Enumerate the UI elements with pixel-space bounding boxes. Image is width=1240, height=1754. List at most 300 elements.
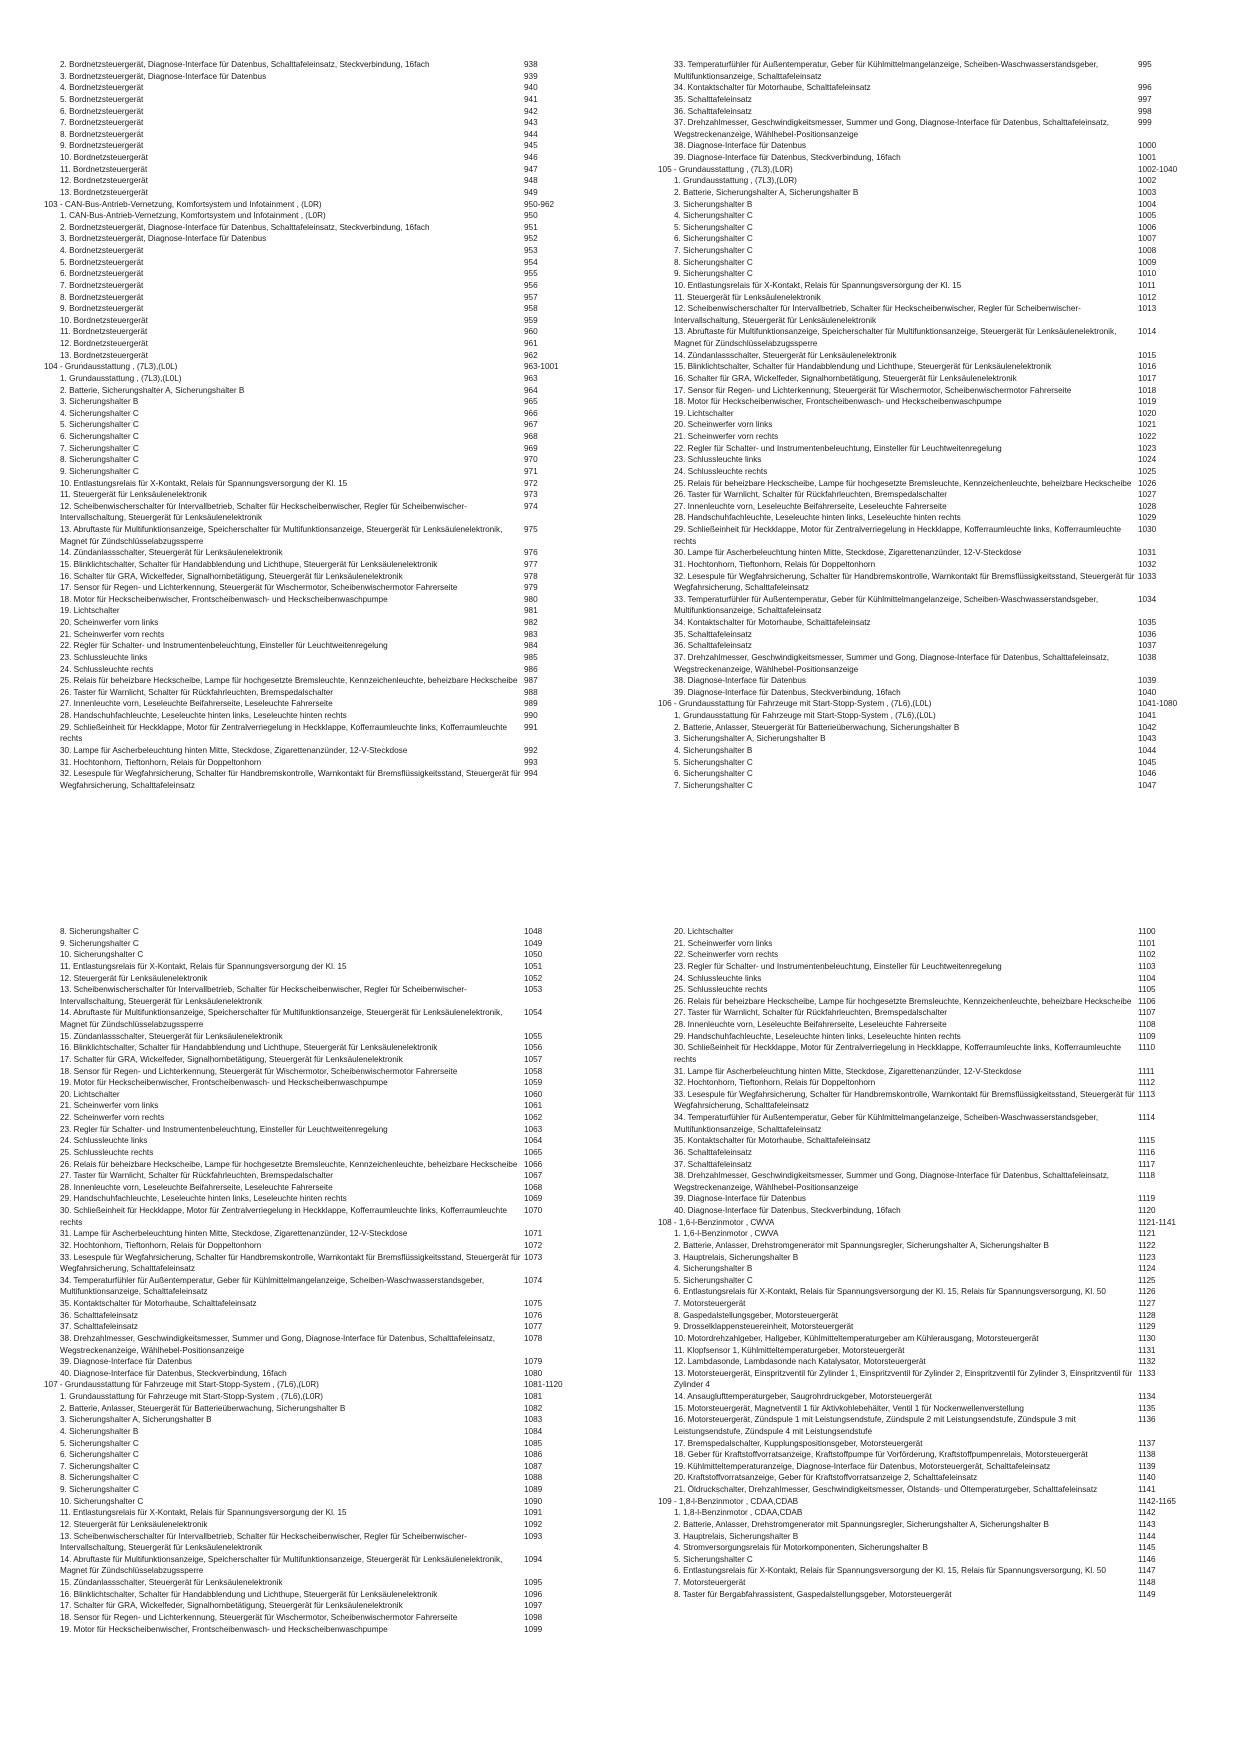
- entry-page: 967: [524, 420, 538, 430]
- entry-title: 1. Grundausstattung für Fahrzeuge mit Start-Stopp-System , (7L6),(L0L): [674, 711, 936, 720]
- entry-title: 12. Steuergerät für Lenksäulenelektronik: [60, 1519, 208, 1529]
- entry-title: 13. Scheibenwischerschalter für Intervallbetrieb, Schalter für Heckscheibenwischer, Regler für Scheibenwischer-Intervallschaltung, Steuergerät für Lenksäulenelektronik: [60, 1531, 467, 1553]
- entry-page: 994: [524, 769, 538, 779]
- entry-title: 6. Sicherungshalter C: [60, 1450, 139, 1460]
- entry-page: 1144: [1138, 1531, 1156, 1541]
- index-entry: [658, 292, 1188, 304]
- index-entry: [44, 571, 574, 583]
- entry-title: 1. Grundausstattung für Fahrzeuge mit Start-Stopp-System , (7L6),(L0R): [60, 1392, 324, 1401]
- entry-page: 1112: [1138, 1078, 1155, 1088]
- entry-page: 960: [524, 327, 538, 337]
- entry-title: 1. Grundausstattung , (7L3),(L0L): [60, 373, 182, 383]
- entry-page: 955: [524, 269, 538, 279]
- entry-title: 18. Sensor für Regen- und Lichterkennung, Steuergerät für Wischermotor, Scheibenwischermotor Fahrerseite: [60, 1612, 458, 1622]
- entry-title: 20. Kraftstoffvorratsanzeige, Geber für Kraftstoffvorratsanzeige 2, Schalttafeleinsatz: [674, 1473, 978, 1483]
- index-entry: [658, 1228, 1188, 1240]
- entry-title: 25. Relais für beheizbare Heckscheibe, Lampe für hochgesetzte Bremsleuchte, Kennzeichenleuchte, beheizbare Heckscheibe: [674, 478, 1132, 488]
- entry-page: 1118: [1138, 1171, 1155, 1181]
- entry-page: 1139: [1138, 1461, 1156, 1471]
- entry-page: 1022: [1138, 432, 1157, 441]
- entry-title: 8. Bordnetzsteuergerät: [60, 129, 144, 139]
- entry-page: 1009: [1138, 257, 1157, 267]
- entry-title: 8. Sicherungshalter C: [60, 1473, 139, 1483]
- entry-title: 4. Bordnetzsteuergerät: [60, 83, 144, 93]
- index-entry: [44, 1426, 574, 1438]
- entry-title: 1. Grundausstattung , (7L3),(L0R): [674, 176, 797, 186]
- entry-title: 37. Drehzahlmesser, Geschwindigkeitsmesser, Summer und Gong, Diagnose-Interface für Datenbus, Schalttafeleinsatz, Wegstreckenanzeige, Wählhebel-Positionsanzeige: [674, 118, 1110, 139]
- index-entry: [44, 926, 574, 938]
- entry-title: 14. Abruftaste für Multifunktionsanzeige, Speicherschalter für Multifunktionsanzeige, Steuergerät für Lenksäulenelektronik, Magnet für Zündschlüsselabzugssperre: [60, 1554, 503, 1576]
- entry-title: 9. Sicherungshalter C: [674, 269, 753, 279]
- entry-title: 27. Taster für Warnlicht, Schalter für Rückfahrleuchten, Bremspedalschalter: [674, 1008, 948, 1018]
- index-entry: [44, 315, 574, 327]
- entry-title: 1. 1,8-l-Benzinmotor , CDAA,CDAB: [674, 1508, 803, 1518]
- index-entry: [658, 1333, 1188, 1345]
- index-entry: [658, 443, 1188, 455]
- entry-title: 4. Sicherungshalter B: [674, 745, 753, 755]
- entry-page: 958: [524, 304, 538, 314]
- entry-page: 961: [524, 339, 538, 348]
- index-entry: [658, 1368, 1188, 1391]
- index-entry: [658, 780, 1188, 792]
- entry-title: 22. Regler für Schalter- und Instrumentenbeleuchtung, Einsteller für Leuchtweitenregelung: [60, 641, 388, 651]
- index-entry: [658, 303, 1188, 326]
- entry-page: 1040: [1138, 687, 1157, 697]
- entry-title: 11. Bordnetzsteuergerät: [60, 327, 148, 337]
- entry-title: 7. Bordnetzsteuergerät: [60, 118, 144, 128]
- index-entry: [658, 82, 1188, 94]
- entry-page: 1128: [1138, 1310, 1156, 1320]
- index-entry: [44, 1507, 574, 1519]
- index-entry: [658, 175, 1188, 187]
- entry-page: 1126: [1138, 1287, 1156, 1297]
- entry-page: 980: [524, 594, 538, 604]
- entry-page: 1058: [524, 1066, 543, 1076]
- entry-title: 26. Relais für beheizbare Heckscheibe, Lampe für hochgesetzte Bremsleuchte, Kennzeichenleuchte, beheizbare Heckscheibe: [60, 1159, 518, 1169]
- entry-title: 36. Schalttafeleinsatz: [674, 641, 752, 651]
- entry-page: 1017: [1138, 373, 1157, 383]
- index-entry: [658, 733, 1188, 745]
- entry-page: 1088: [524, 1473, 543, 1483]
- index-entry: [44, 1496, 574, 1508]
- entry-page: 962: [524, 350, 538, 360]
- index-entry: [44, 257, 574, 269]
- entry-page: 1081-1120: [524, 1380, 563, 1390]
- index-entry: [44, 1240, 574, 1252]
- entry-page: 1121: [1138, 1229, 1156, 1239]
- entry-title: 16. Blinklichtschalter, Schalter für Handabblendung und Lichthupe, Steuergerät für Lenksäulenelektronik: [60, 1043, 438, 1053]
- index-entry: [658, 1310, 1188, 1322]
- entry-page: 954: [524, 257, 538, 267]
- entry-title: 23. Regler für Schalter- und Instrumentenbeleuchtung, Einsteller für Leuchtweitenregelung: [674, 961, 1002, 971]
- index-entry: [44, 1135, 574, 1147]
- index-entry: [658, 687, 1188, 699]
- entry-title: 18. Sensor für Regen- und Lichterkennung, Steuergerät für Wischermotor, Scheibenwischermotor Fahrerseite: [60, 1066, 458, 1076]
- entry-page: 965: [524, 397, 538, 407]
- index-entry: [44, 443, 574, 455]
- entry-title: 7. Bordnetzsteuergerät: [60, 280, 144, 290]
- entry-title: 40. Diagnose-Interface für Datenbus, Steckverbindung, 16fach: [674, 1206, 901, 1215]
- entry-title: 13. Abruftaste für Multifunktionsanzeige, Speicherschalter für Multifunktionsanzeige, Steuergerät für Lenksäulenelektronik, Magnet für Zündschlüsselabzugssperre: [674, 327, 1117, 348]
- entry-title: 27. Innenleuchte vorn, Leseleuchte Beifahrerseite, Leseleuchte Fahrerseite: [60, 699, 333, 709]
- entry-page: 1095: [524, 1578, 543, 1587]
- index-entry: [658, 117, 1188, 140]
- index-entry: [44, 710, 574, 722]
- entry-page: 1085: [524, 1438, 543, 1448]
- index-entry: [658, 106, 1188, 118]
- index-column-top-left: [44, 59, 574, 791]
- entry-title: 3. Bordnetzsteuergerät, Diagnose-Interface für Datenbus: [60, 234, 267, 244]
- entry-page: 1103: [1138, 961, 1156, 971]
- entry-title: 15. Motorsteuergerät, Magnetventil 1 für Aktivkohlebehälter, Ventil 1 für Nockenwellenverstellung: [674, 1403, 1024, 1413]
- entry-page: 941: [524, 94, 538, 104]
- index-entry: [658, 745, 1188, 757]
- entry-page: 1012: [1138, 292, 1157, 302]
- entry-title: 1. CAN-Bus-Antrieb-Vernetzung, Komfortsystem und Infotainment , (L0R): [60, 211, 326, 221]
- entry-title: 11. Bordnetzsteuergerät: [60, 164, 148, 174]
- entry-page: 1125: [1138, 1275, 1156, 1285]
- entry-page: 1123: [1138, 1252, 1156, 1262]
- index-entry: [658, 1077, 1188, 1089]
- entry-title: 103 - CAN-Bus-Antrieb-Vernetzung, Komfortsystem und Infotainment , (L0R): [44, 199, 322, 209]
- index-entry: [44, 1031, 574, 1043]
- index-entry: [44, 1298, 574, 1310]
- entry-page: 1149: [1138, 1589, 1156, 1599]
- entry-title: 5. Sicherungshalter C: [60, 1438, 139, 1448]
- index-entry: [44, 559, 574, 571]
- index-entry: [44, 961, 574, 973]
- index-entry: [44, 1054, 574, 1066]
- entry-title: 36. Schalttafeleinsatz: [674, 106, 752, 116]
- index-entry: [658, 1193, 1188, 1205]
- entry-page: 1075: [524, 1299, 543, 1308]
- entry-page: 939: [524, 71, 538, 81]
- entry-page: 1041: [1138, 711, 1157, 720]
- entry-page: 1069: [524, 1194, 543, 1204]
- entry-title: 14. Zündanlassschalter, Steuergerät für Lenksäulenelektronik: [674, 350, 897, 360]
- entry-title: 9. Drosselklappensteuereinheit, Motorsteuergerät: [674, 1322, 854, 1332]
- index-entry: [44, 408, 574, 420]
- entry-title: 35. Kontaktschalter für Motorhaube, Schalttafeleinsatz: [60, 1299, 257, 1308]
- index-entry: [44, 385, 574, 397]
- entry-title: 13. Motorsteuergerät, Einspritzventil für Zylinder 1, Einspritzventil für Zylinder 2, Einspritzventil für Zylinder 3, Einspritzventil für Zylinder 4: [674, 1368, 1133, 1390]
- index-entry: [44, 1007, 574, 1030]
- index-entry: [44, 640, 574, 652]
- entry-title: 16. Motorsteuergerät, Zündspule 1 mit Leistungsendstufe, Zündspule 2 mit Leistungsendstufe, Zündspule 3 mit Leistungsendstufe, Zündspule 4 mit Leistungsendstufe: [674, 1415, 1076, 1436]
- entry-page: 1094: [524, 1554, 543, 1564]
- index-entry: [658, 350, 1188, 362]
- entry-page: 1061: [524, 1101, 543, 1111]
- index-entry: [44, 1519, 574, 1531]
- index-entry: [658, 385, 1188, 397]
- entry-page: 1087: [524, 1461, 543, 1471]
- entry-page: 1051: [524, 961, 543, 971]
- entry-page: 1136: [1138, 1415, 1156, 1425]
- index-entry: [44, 350, 574, 362]
- entry-page: 940: [524, 83, 538, 93]
- entry-title: 32. Lesespule für Wegfahrsicherung, Schalter für Handbremskontrolle, Warnkontakt für Bremsflüssigkeitsstand, Steuergerät für Wegfahrsicherung, Schalttafeleinsatz: [60, 769, 521, 790]
- entry-title: 29. Handschuhfachleuchte, Leseleuchte hinten links, Leseleuchte hinten rechts: [60, 1194, 347, 1204]
- entry-title: 15. Zündanlassschalter, Steuergerät für Lenksäulenelektronik: [60, 1031, 283, 1041]
- entry-page: 968: [524, 432, 538, 441]
- entry-title: 18. Motor für Heckscheibenwischer, Frontscheibenwasch- und Heckscheibenwaschpumpe: [60, 594, 388, 604]
- entry-title: 21. Scheinwerfer vorn links: [60, 1101, 159, 1111]
- entry-title: 106 - Grundausstattung für Fahrzeuge mit Start-Stopp-System , (7L6),(L0L): [658, 699, 932, 709]
- entry-title: 28. Handschuhfachleuchte, Leseleuchte hinten links, Leseleuchte hinten rechts: [60, 711, 347, 720]
- entry-page: 1026: [1138, 478, 1157, 488]
- entry-title: 22. Scheinwerfer vorn rechts: [674, 950, 779, 960]
- entry-page: 942: [524, 106, 538, 116]
- entry-title: 5. Sicherungshalter C: [60, 420, 139, 430]
- entry-title: 6. Sicherungshalter C: [674, 769, 753, 779]
- entry-title: 20. Scheinwerfer vorn links: [674, 420, 773, 430]
- entry-page: 1111: [1138, 1066, 1155, 1076]
- index-entry: [44, 419, 574, 431]
- index-entry: [44, 629, 574, 641]
- entry-page: 973: [524, 490, 538, 500]
- index-entry: [658, 547, 1188, 559]
- entry-page: 1057: [524, 1054, 543, 1064]
- entry-page: 978: [524, 571, 538, 581]
- entry-title: 2. Batterie, Anlasser, Drehstromgenerator mit Spannungsregler, Sicherungshalter A, Sicherungshalter B: [674, 1240, 1050, 1250]
- entry-title: 8. Bordnetzsteuergerät: [60, 292, 144, 302]
- index-entry: [44, 984, 574, 1007]
- entry-title: 3. Sicherungshalter A, Sicherungshalter B: [674, 734, 826, 744]
- entry-page: 970: [524, 455, 538, 465]
- entry-page: 1036: [1138, 629, 1157, 639]
- entry-page: 1020: [1138, 408, 1157, 418]
- entry-title: 23. Regler für Schalter- und Instrumentenbeleuchtung, Einsteller für Leuchtweitenregelung: [60, 1124, 388, 1134]
- entry-title: 108 - 1,6-l-Benzinmotor , CWVA: [658, 1217, 775, 1227]
- entry-title: 8. Sicherungshalter C: [674, 257, 753, 267]
- entry-title: 5. Sicherungshalter C: [674, 757, 753, 767]
- entry-page: 1097: [524, 1601, 543, 1611]
- index-entry: [658, 722, 1188, 734]
- index-entry: [44, 1438, 574, 1450]
- index-entry: [658, 1403, 1188, 1415]
- entry-title: 14. Ansauglufttemperaturgeber, Saugrohrdruckgeber, Motorsteuergerät: [674, 1392, 932, 1401]
- entry-page: 1071: [524, 1229, 543, 1239]
- entry-page: 983: [524, 629, 538, 639]
- entry-title: 31. Hochtonhorn, Tieftonhorn, Relais für Doppeltonhorn: [674, 559, 876, 569]
- entry-page: 996: [1138, 83, 1152, 93]
- entry-page: 981: [524, 606, 538, 616]
- index-entry: [44, 292, 574, 304]
- entry-page: 1078: [524, 1333, 543, 1343]
- index-entry: [658, 1345, 1188, 1357]
- entry-page: 1083: [524, 1415, 543, 1425]
- entry-title: 7. Motorsteuergerät: [674, 1299, 746, 1308]
- index-entry: [44, 1624, 574, 1636]
- entry-page: 1072: [524, 1240, 543, 1250]
- entry-page: 1062: [524, 1113, 543, 1122]
- entry-title: 35. Schalttafeleinsatz: [674, 629, 752, 639]
- entry-page: 959: [524, 315, 538, 325]
- entry-page: 1073: [524, 1252, 543, 1262]
- entry-title: 29. Schließeinheit für Heckklappe, Motor für Zentralverriegelung in Heckklappe, Kofferraumleuchte links, Kofferraumleuchte rechts: [674, 525, 1122, 546]
- entry-page: 1084: [524, 1426, 543, 1436]
- index-entry: [658, 140, 1188, 152]
- index-entry: [44, 664, 574, 676]
- entry-page: 938: [524, 60, 538, 69]
- entry-page: 1042: [1138, 722, 1157, 732]
- entry-title: 4. Sicherungshalter C: [674, 211, 753, 221]
- entry-page: 1002-1040: [1138, 164, 1178, 174]
- index-entry: [658, 257, 1188, 269]
- entry-title: 9. Sicherungshalter C: [60, 1485, 139, 1494]
- index-entry: [44, 722, 574, 745]
- index-entry: [44, 524, 574, 547]
- index-entry: [658, 594, 1188, 617]
- index-entry: [658, 1112, 1188, 1135]
- index-entry: [44, 1414, 574, 1426]
- entry-page: 1054: [524, 1008, 543, 1018]
- entry-page: 1146: [1138, 1554, 1156, 1564]
- entry-title: 2. Bordnetzsteuergerät, Diagnose-Interface für Datenbus, Schalttafeleinsatz, Steckverbindung, 16fach: [60, 60, 430, 69]
- index-entry: [44, 1112, 574, 1124]
- index-entry: [44, 338, 574, 350]
- entry-title: 17. Sensor für Regen- und Lichterkennung, Steuergerät für Wischermotor, Scheibenwischermotor Fahrerseite: [674, 385, 1072, 395]
- entry-title: 4. Bordnetzsteuergerät: [60, 246, 144, 255]
- entry-page: 1047: [1138, 780, 1157, 790]
- index-entry: [658, 984, 1188, 996]
- entry-page: 1131: [1138, 1345, 1156, 1355]
- index-entry: [44, 605, 574, 617]
- entry-page: 974: [524, 501, 538, 511]
- entry-page: 1092: [524, 1519, 543, 1529]
- index-entry: [658, 512, 1188, 524]
- entry-page: 1119: [1138, 1194, 1155, 1204]
- index-entry: [658, 419, 1188, 431]
- index-entry: [658, 210, 1188, 222]
- entry-title: 3. Sicherungshalter B: [674, 199, 753, 209]
- entry-title: 13. Bordnetzsteuergerät: [60, 187, 148, 197]
- entry-page: 1102: [1138, 950, 1156, 960]
- entry-title: 10. Sicherungshalter C: [60, 950, 144, 960]
- entry-page: 1120: [1138, 1206, 1156, 1215]
- entry-page: 1030: [1138, 525, 1157, 534]
- entry-title: 5. Bordnetzsteuergerät: [60, 94, 144, 104]
- index-entry: [658, 1019, 1188, 1031]
- index-entry: [658, 1589, 1188, 1601]
- entry-title: 17. Schalter für GRA, Wickelfeder, Signalhornbetätigung, Steuergerät für Lenksäulenelektronik: [60, 1601, 403, 1611]
- entry-title: 8. Sicherungshalter C: [60, 927, 139, 936]
- index-entry: [44, 1170, 574, 1182]
- entry-title: 9. Sicherungshalter C: [60, 938, 139, 948]
- index-entry: [658, 1275, 1188, 1287]
- entry-page: 1142-1165: [1138, 1496, 1176, 1506]
- entry-page: 950: [524, 211, 538, 221]
- index-entry: [44, 222, 574, 234]
- index-entry: [658, 1147, 1188, 1159]
- entry-page: 1142: [1138, 1508, 1156, 1518]
- entry-title: 4. Stromversorgungsrelais für Motorkomponenten, Sicherungshalter B: [674, 1543, 928, 1553]
- index-entry: [44, 1310, 574, 1322]
- index-entry: [658, 1089, 1188, 1112]
- entry-title: 2. Batterie, Anlasser, Steuergerät für Batterieüberwachung, Sicherungshalter B: [60, 1403, 346, 1413]
- entry-title: 18. Geber für Kraftstoffvorratsanzeige, Kraftstoffpumpe für Vorförderung, Kraftstoffpumpenrelais, Motorsteuergerät: [674, 1450, 1088, 1460]
- entry-page: 943: [524, 118, 538, 128]
- entry-title: 13. Scheibenwischerschalter für Intervallbetrieb, Schalter für Heckscheibenwischer, Regler für Scheibenwischer-Intervallschaltung, Steuergerät für Lenksäulenelektronik: [60, 985, 467, 1006]
- entry-page: 1076: [524, 1310, 543, 1320]
- index-entry: [658, 617, 1188, 629]
- entry-title: 26. Taster für Warnlicht, Schalter für Rückfahrleuchten, Bremspedalschalter: [674, 490, 948, 500]
- index-entry: [44, 478, 574, 490]
- entry-page: 1101: [1138, 938, 1156, 948]
- index-entry: [44, 675, 574, 687]
- index-entry: [658, 245, 1188, 257]
- index-entry: [44, 1124, 574, 1136]
- entry-title: 26. Relais für beheizbare Heckscheibe, Lampe für hochgesetzte Bremsleuchte, Kennzeichenleuchte, beheizbare Heckscheibe: [674, 996, 1132, 1006]
- entry-title: 26. Taster für Warnlicht, Schalter für Rückfahrleuchten, Bremspedalschalter: [60, 687, 334, 697]
- entry-page: 1147: [1138, 1566, 1156, 1576]
- entry-title: 6. Sicherungshalter C: [674, 234, 753, 244]
- entry-page: 1016: [1138, 362, 1157, 372]
- index-entry: [658, 1263, 1188, 1275]
- entry-title: 33. Temperaturfühler für Außentemperatur, Geber für Kühlmittelmangelanzeige, Scheiben-Waschwasserstandsgeber, Multifunktionsanzeige, Schalttafeleinsatz: [674, 60, 1099, 81]
- index-entry: [44, 489, 574, 501]
- entry-title: 2. Batterie, Sicherungshalter A, Sicherungshalter B: [674, 187, 859, 197]
- entry-title: 30. Lampe für Ascherbeleuchtung hinten Mitte, Steckdose, Zigarettenanzünder, 12-V-Steckdose: [674, 548, 1022, 558]
- index-entry: [658, 1414, 1188, 1437]
- entry-page: 947: [524, 164, 538, 174]
- index-entry: [658, 1240, 1188, 1252]
- index-entry: [658, 640, 1188, 652]
- entry-title: 11. Entlastungsrelais für X-Kontakt, Relais für Spannungsversorgung der Kl. 15: [60, 1508, 347, 1518]
- index-entry: [44, 175, 574, 187]
- index-entry: [658, 501, 1188, 513]
- entry-title: 29. Handschuhfachleuchte, Leseleuchte hinten links, Leseleuchte hinten rechts: [674, 1031, 961, 1041]
- entry-title: 14. Zündanlassschalter, Steuergerät für Lenksäulenelektronik: [60, 548, 283, 558]
- entry-title: 30. Schließeinheit für Heckklappe, Motor für Zentralverriegelung in Heckklappe, Kofferraumleuchte links, Kofferraumleuchte rechts: [60, 1206, 508, 1227]
- entry-title: 22. Scheinwerfer vorn rechts: [60, 1113, 165, 1122]
- entry-title: 2. Bordnetzsteuergerät, Diagnose-Interface für Datenbus, Schalttafeleinsatz, Steckverbindung, 16fach: [60, 222, 430, 232]
- index-entry: [44, 210, 574, 222]
- entry-title: 6. Entlastungsrelais für X-Kontakt, Relais für Spannungsversorgung der Kl. 15, Relais für Spannungsversorgung, Kl. 50: [674, 1287, 1106, 1297]
- entry-title: 24. Schlussleuchte rechts: [60, 664, 154, 674]
- entry-title: 12. Steuergerät für Lenksäulenelektronik: [60, 973, 208, 983]
- index-entry: [658, 1298, 1188, 1310]
- entry-page: 946: [524, 153, 538, 162]
- entry-page: 1021: [1138, 420, 1157, 430]
- index-entry: [44, 117, 574, 129]
- index-entry: [658, 1066, 1188, 1078]
- entry-page: 985: [524, 652, 538, 662]
- index-entry: [44, 187, 574, 199]
- entry-title: 37. Drehzahlmesser, Geschwindigkeitsmesser, Summer und Gong, Diagnose-Interface für Datenbus, Schalttafeleinsatz, Wegstreckenanzeige, Wählhebel-Positionsanzeige: [674, 652, 1110, 674]
- entry-title: 10. Sicherungshalter C: [60, 1496, 144, 1506]
- index-entry: [658, 1007, 1188, 1019]
- entry-title: 7. Sicherungshalter C: [674, 246, 753, 255]
- entry-page: 1124: [1138, 1264, 1156, 1274]
- entry-title: 29. Schließeinheit für Heckklappe, Motor für Zentralverriegelung in Heckklappe, Kofferraumleuchte links, Kofferraumleuchte rechts: [60, 722, 508, 744]
- index-entry: [44, 1321, 574, 1333]
- entry-page: 1063: [524, 1124, 543, 1134]
- entry-title: 107 - Grundausstattung für Fahrzeuge mit Start-Stopp-System , (7L6),(L0R): [44, 1380, 319, 1390]
- entry-title: 36. Schalttafeleinsatz: [60, 1310, 138, 1320]
- index-entry: [44, 1193, 574, 1205]
- entry-page: 1034: [1138, 594, 1157, 604]
- index-entry: [658, 1252, 1188, 1264]
- entry-page: 1008: [1138, 246, 1157, 255]
- index-entry: [658, 1438, 1188, 1450]
- entry-title: 39. Diagnose-Interface für Datenbus: [60, 1357, 192, 1367]
- entry-page: 1127: [1138, 1299, 1156, 1308]
- entry-title: 32. Hochtonhorn, Tieftonhorn, Relais für Doppeltonhorn: [60, 1240, 262, 1250]
- entry-page: 1039: [1138, 676, 1157, 686]
- section-heading: [44, 1379, 574, 1391]
- entry-title: 6. Bordnetzsteuergerät: [60, 106, 144, 116]
